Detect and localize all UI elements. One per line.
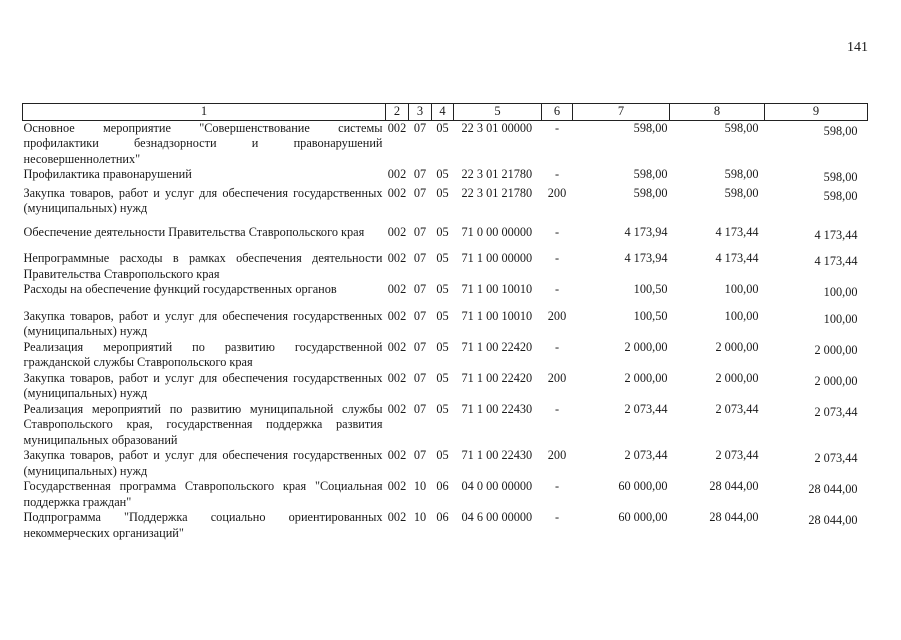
subsection-code-cell: 05	[436, 401, 449, 416]
header-col-5: 5	[454, 104, 542, 121]
table-row	[23, 217, 868, 244]
table-row	[23, 510, 868, 541]
header-col-4: 4	[432, 104, 454, 121]
amount-col-7-cell: 4 173,94	[624, 251, 668, 265]
expense-type-cell: 200	[547, 448, 567, 462]
expense-type-cell: 200	[547, 370, 567, 385]
section-code-cell: 07	[413, 251, 427, 265]
amount-col-7-cell: 100,50	[633, 308, 668, 323]
expense-type-cell: -	[554, 282, 560, 296]
table-row	[23, 282, 868, 301]
expense-name-cell: Расходы на обеспечение функций государственных органов	[23, 282, 337, 296]
amount-col-9-cell: 598,00	[823, 170, 858, 184]
expense-type-cell: -	[554, 224, 560, 239]
page-number: 141	[847, 40, 868, 55]
section-code-cell: 10	[413, 479, 427, 493]
expense-name-cell: Основное мероприятие "Совершенствование системы профилактики безнадзорности и правонарушений несовершеннолетних"	[23, 120, 383, 166]
expense-name-cell: Профилактика правонарушений	[23, 167, 192, 181]
table-row	[23, 402, 868, 449]
subsection-code-cell: 05	[436, 308, 449, 323]
ministry-code-cell: 002	[387, 224, 407, 239]
ministry-code-cell: 002	[387, 167, 407, 181]
amount-col-9-cell: 2 073,44	[814, 451, 858, 465]
target-article-cell: 04 6 00 00000	[461, 510, 533, 524]
subsection-code-cell: 05	[436, 167, 449, 181]
amount-col-8-cell: 598,00	[724, 185, 759, 200]
ministry-code-cell: 002	[387, 185, 407, 200]
subsection-code-cell: 05	[436, 185, 449, 200]
expense-name-cell: Государственная программа Ставропольского края "Социальная поддержка граждан"	[23, 479, 383, 509]
ministry-code-cell: 002	[387, 510, 407, 524]
section-code-cell: 07	[413, 370, 427, 385]
table-row	[23, 186, 868, 217]
section-code-cell: 07	[413, 401, 427, 416]
section-code-cell: 07	[413, 282, 427, 296]
amount-col-7-cell: 598,00	[633, 185, 668, 200]
amount-col-7-cell: 2 000,00	[624, 339, 668, 354]
amount-col-9-cell: 2 000,00	[814, 342, 858, 357]
expense-type-cell: -	[554, 251, 560, 265]
expense-name-cell: Реализация мероприятий по развитию муниципальной службы Ставропольского края, государственная поддержка развития муниципальных образований	[23, 401, 383, 447]
expense-name-cell: Закупка товаров, работ и услуг для обеспечения государственных (муниципальных) нужд	[23, 370, 383, 400]
subsection-code-cell: 05	[436, 282, 449, 296]
ministry-code-cell: 002	[387, 448, 407, 462]
header-col-6: 6	[542, 104, 573, 121]
section-code-cell: 07	[413, 120, 427, 135]
subsection-code-cell: 06	[436, 479, 449, 493]
expense-name-cell: Обеспечение деятельности Правительства Ставропольского края	[23, 224, 365, 239]
expense-type-cell: 200	[547, 308, 567, 323]
amount-col-8-cell: 100,00	[724, 308, 759, 323]
table-row	[23, 167, 868, 186]
header-col-1: 1	[23, 104, 386, 121]
amount-col-7-cell: 2 000,00	[624, 370, 668, 385]
section-code-cell: 10	[413, 510, 427, 524]
amount-col-9-cell: 28 044,00	[808, 513, 858, 527]
amount-col-7-cell: 598,00	[633, 167, 668, 181]
amount-col-9-cell: 100,00	[823, 285, 858, 299]
target-article-cell: 71 1 00 22420	[461, 339, 533, 354]
expense-type-cell: -	[554, 339, 560, 354]
header-col-8: 8	[670, 104, 765, 121]
amount-col-8-cell: 28 044,00	[709, 479, 759, 493]
amount-col-8-cell: 28 044,00	[709, 510, 759, 524]
target-article-cell: 71 1 00 10010	[461, 282, 533, 296]
target-article-cell: 71 1 00 00000	[461, 251, 533, 265]
table-row	[23, 371, 868, 402]
amount-col-7-cell: 60 000,00	[618, 479, 668, 493]
header-col-7: 7	[573, 104, 670, 121]
amount-col-9-cell: 28 044,00	[808, 482, 858, 496]
target-article-cell: 71 1 00 22430	[461, 448, 533, 462]
expense-name-cell: Закупка товаров, работ и услуг для обеспечения государственных (муниципальных) нужд	[23, 308, 383, 338]
amount-col-8-cell: 2 000,00	[715, 339, 759, 354]
header-col-3: 3	[409, 104, 432, 121]
subsection-code-cell: 05	[436, 251, 449, 265]
ministry-code-cell: 002	[387, 401, 407, 416]
amount-col-9-cell: 4 173,44	[814, 254, 858, 268]
table-row	[23, 243, 868, 282]
ministry-code-cell: 002	[387, 251, 407, 265]
subsection-code-cell: 05	[436, 448, 449, 462]
amount-col-7-cell: 100,50	[633, 282, 668, 296]
amount-col-9-cell: 598,00	[823, 123, 858, 138]
table-row	[23, 340, 868, 371]
expense-type-cell: -	[554, 167, 560, 181]
budget-table	[22, 103, 868, 541]
subsection-code-cell: 05	[436, 224, 449, 239]
target-article-cell: 22 3 01 21780	[461, 167, 533, 181]
ministry-code-cell: 002	[387, 370, 407, 385]
section-code-cell: 07	[413, 339, 427, 354]
expense-name-cell: Реализация мероприятий по развитию государственной гражданской службы Ставропольского края	[23, 339, 383, 369]
expense-type-cell: -	[554, 401, 560, 416]
table-row	[23, 120, 868, 167]
expense-type-cell: -	[554, 479, 560, 493]
target-article-cell: 71 0 00 00000	[461, 224, 533, 239]
amount-col-9-cell: 598,00	[823, 188, 858, 203]
section-code-cell: 07	[413, 224, 427, 239]
amount-col-7-cell: 598,00	[633, 120, 668, 135]
amount-col-8-cell: 2 073,44	[715, 448, 759, 462]
amount-col-8-cell: 4 173,44	[715, 251, 759, 265]
header-col-9: 9	[765, 104, 868, 121]
expense-type-cell: -	[554, 120, 560, 135]
ministry-code-cell: 002	[387, 120, 407, 135]
amount-col-8-cell: 598,00	[724, 120, 759, 135]
header-col-2: 2	[386, 104, 409, 121]
subsection-code-cell: 05	[436, 339, 449, 354]
target-article-cell: 71 1 00 22420	[461, 370, 533, 385]
target-article-cell: 22 3 01 21780	[461, 185, 533, 200]
amount-col-8-cell: 100,00	[724, 282, 759, 296]
table-row	[23, 479, 868, 510]
expense-name-cell: Непрограммные расходы в рамках обеспечения деятельности Правительства Ставропольского края	[23, 251, 383, 281]
amount-col-9-cell: 2 000,00	[814, 373, 858, 388]
subsection-code-cell: 05	[436, 120, 449, 135]
expense-type-cell: 200	[547, 185, 567, 200]
amount-col-8-cell: 2 073,44	[715, 401, 759, 416]
expense-name-cell: Подпрограмма "Поддержка социально ориентированных некоммерческих организаций"	[23, 510, 383, 540]
table-row	[23, 301, 868, 340]
target-article-cell: 04 0 00 00000	[461, 479, 533, 493]
amount-col-7-cell: 2 073,44	[624, 448, 668, 462]
section-code-cell: 07	[413, 308, 427, 323]
subsection-code-cell: 06	[436, 510, 449, 524]
ministry-code-cell: 002	[387, 479, 407, 493]
amount-col-8-cell: 598,00	[724, 167, 759, 181]
ministry-code-cell: 002	[387, 308, 407, 323]
ministry-code-cell: 002	[387, 339, 407, 354]
section-code-cell: 07	[413, 448, 427, 462]
amount-col-7-cell: 60 000,00	[618, 510, 668, 524]
amount-col-8-cell: 2 000,00	[715, 370, 759, 385]
section-code-cell: 07	[413, 167, 427, 181]
subsection-code-cell: 05	[436, 370, 449, 385]
amount-col-9-cell: 2 073,44	[814, 404, 858, 419]
amount-col-7-cell: 4 173,94	[624, 224, 668, 239]
amount-col-9-cell: 100,00	[823, 311, 858, 326]
expense-name-cell: Закупка товаров, работ и услуг для обеспечения государственных (муниципальных) нужд	[23, 185, 383, 215]
table-row	[23, 448, 868, 479]
amount-col-7-cell: 2 073,44	[624, 401, 668, 416]
expense-name-cell: Закупка товаров, работ и услуг для обеспечения государственных (муниципальных) нужд	[23, 448, 383, 478]
ministry-code-cell: 002	[387, 282, 407, 296]
target-article-cell: 71 1 00 22430	[461, 401, 533, 416]
target-article-cell: 22 3 01 00000	[461, 120, 533, 135]
table-header	[23, 104, 868, 121]
expense-type-cell: -	[554, 510, 560, 524]
amount-col-8-cell: 4 173,44	[715, 224, 759, 239]
amount-col-9-cell: 4 173,44	[814, 227, 858, 242]
table-body	[23, 120, 868, 541]
section-code-cell: 07	[413, 185, 427, 200]
target-article-cell: 71 1 00 10010	[461, 308, 533, 323]
